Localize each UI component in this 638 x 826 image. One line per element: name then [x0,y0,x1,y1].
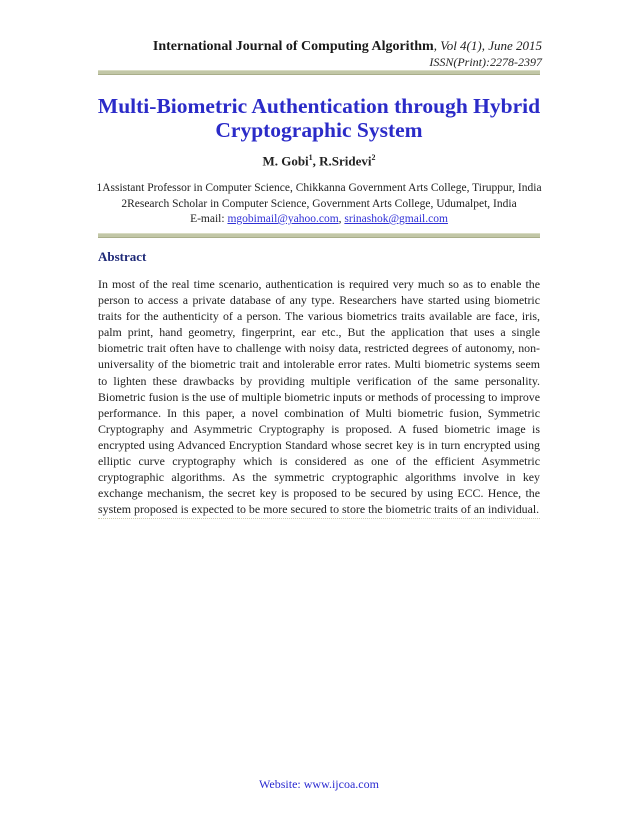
email-label: E-mail: [190,213,228,225]
paper-title-line1: Multi-Biometric Authentication through Hybrid [97,94,541,118]
author-affiliation-mark: 2 [371,153,376,162]
abstract-text: In most of the real time scenario, authentication is required very much so as to enable the person to access a private database of any type. Researchers have started using biometric traits for the authenticity of a person. The various biometrics traits available are face, iris, palm print, hand geometry, fingerprint, ear etc., But the application that uses a single biometric trait often have to challenge with noisy data, restricted degrees of autonomy, non-universality of the biometric trait and intolerable error rates. Multi biometric systems seem to lighten these drawbacks by providing multiple verification of the same personality. Biometric fusion is the use of multiple biometric inputs or methods of processing to improve performance. In this paper, a novel combination of Multi biometric fusion, Symmetric Cryptography and Asymmetric Cryptography is proposed. A fused biometric image is encrypted using Advanced Encryption Standard whose secret key is in turn encrypted using elliptic curve cryptography which is considered as one of the efficient Asymmetric cryptographic algorithms. As the symmetric cryptographic algorithms involve in key exchange mechanism, the secret key is proposed to be secured by using ECC. Hence, the system proposed is expected to be more secured to store the biometric traits of an individual. [98,277,540,517]
email-link-gobi[interactable]: mgobimail@yahoo.com [227,213,339,225]
affiliation-2: 2Research Scholar in Computer Science, Government Arts College, Udumalpet, India [121,198,517,210]
author-separator: , [312,153,320,169]
author-name: M. Gobi [262,153,309,169]
abstract-end-rule [98,518,540,519]
journal-header [153,38,542,55]
affiliation-1: 1Assistant Professor in Computer Science, Chikkanna Government Arts College, Tiruppur, India [96,182,542,194]
abstract-heading: Abstract [98,249,147,264]
journal-volume: , Vol 4(1), June 2015 [433,38,542,53]
header-divider [98,70,540,75]
paper-title-line2: Cryptographic System [215,118,423,142]
author-name: R.Sridevi [319,153,372,169]
journal-issn: ISSN(Print):2278-2397 [429,55,542,69]
paper-title [96,94,542,142]
journal-name: International Journal of Computing Algorithm [152,39,434,54]
author-affiliation-mark: 1 [308,153,313,162]
author-list [96,153,542,169]
email-separator: , [338,213,345,225]
footer-website[interactable]: Website: www.ijcoa.com [259,777,379,791]
section-divider [98,233,540,238]
email-link-sridevi[interactable]: srinashok@gmail.com [344,213,448,225]
email-line [80,213,558,225]
